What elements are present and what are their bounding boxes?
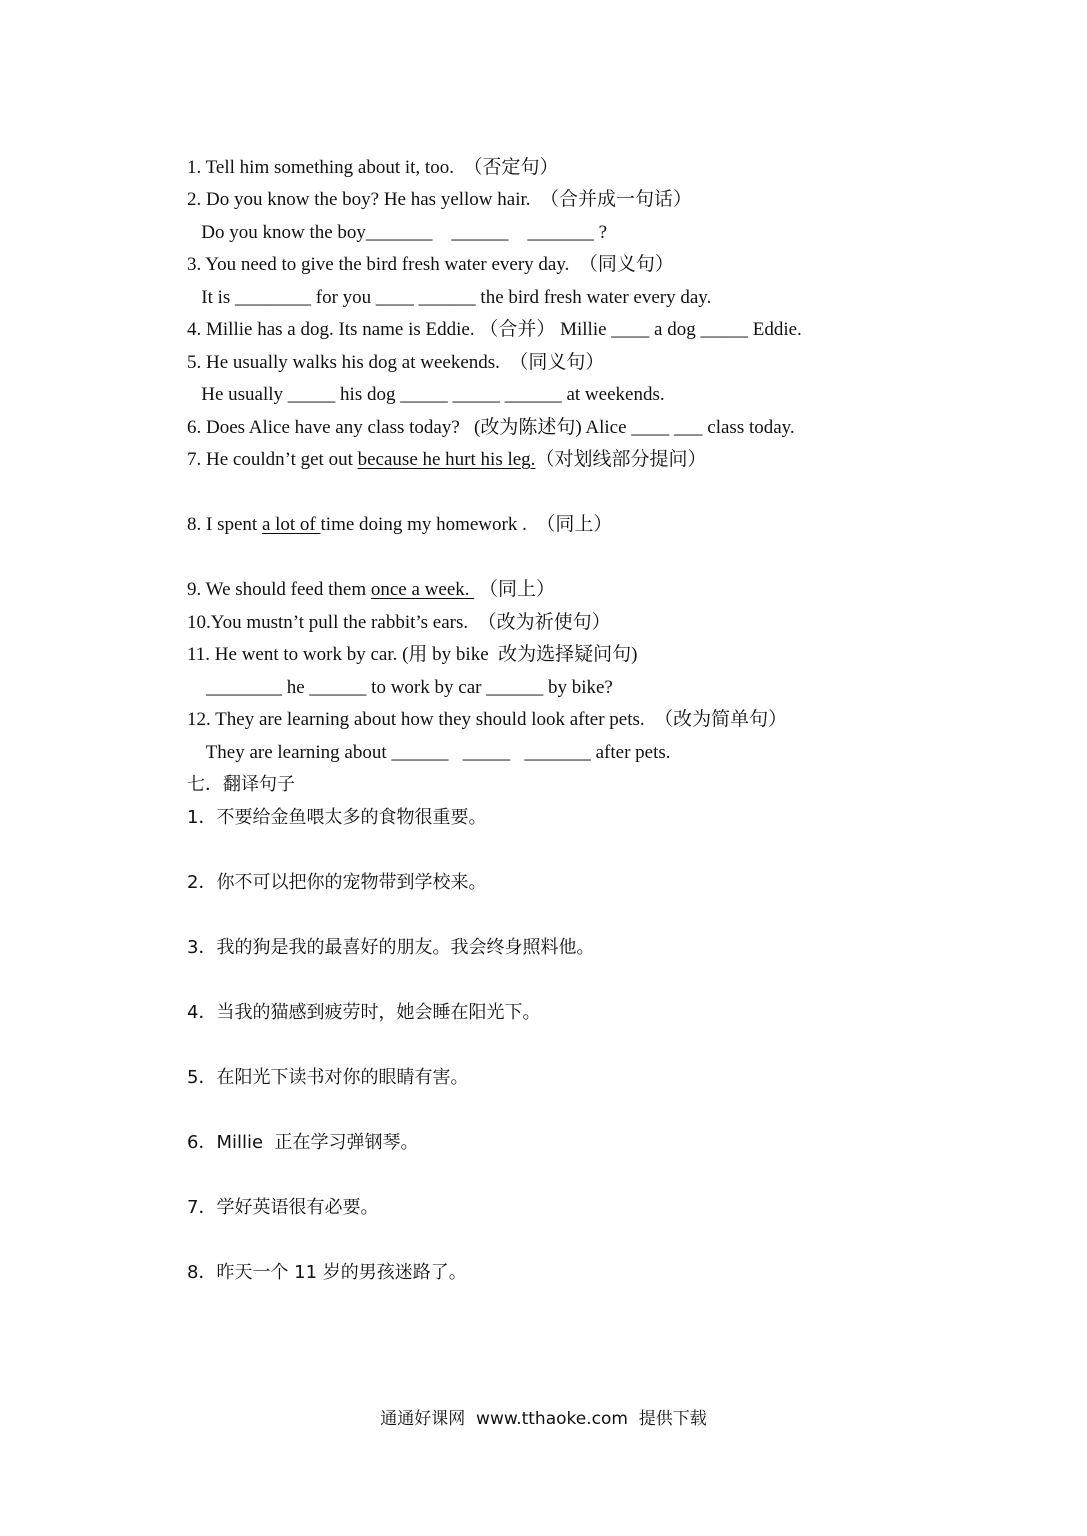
- exercise-8: 8. I spent a lot of time doing my homework . （同上）: [187, 514, 613, 535]
- exercise-12: 12. They are learning about how they should look after pets. （改为简单句）: [187, 709, 788, 730]
- underlined-phrase: because he hurt his leg.: [357, 449, 536, 470]
- exercise-7: 7. He couldn’t get out because he hurt his leg.（对划线部分提问）: [187, 449, 707, 470]
- exercise-6: 6. Does Alice have any class today? (改为陈述句) Alice ____ ___ class today.: [187, 417, 795, 438]
- translation-item-5: 5．在阳光下读书对你的眼睛有害。: [187, 1067, 469, 1088]
- exercise-10: 10.You mustn’t pull the rabbit’s ears. （改为祈使句）: [187, 612, 611, 633]
- translation-item-6: 6．Millie 正在学习弹钢琴。: [187, 1132, 419, 1153]
- underlined-phrase: a lot of: [261, 514, 321, 535]
- section-title: 七．翻译句子: [187, 774, 295, 795]
- exercise-5: 5. He usually walks his dog at weekends. （同义句）: [187, 352, 605, 373]
- translation-item-1: 1．不要给金鱼喂太多的食物很重要。: [187, 807, 487, 828]
- translation-item-7: 7．学好英语很有必要。: [187, 1197, 379, 1218]
- exercise-11-answer: ________ he ______ to work by car ______ by bike?: [187, 677, 613, 698]
- translation-item-8: 8．昨天一个 11 岁的男孩迷路了。: [187, 1262, 467, 1283]
- underlined-phrase: once a week.: [370, 579, 475, 600]
- exercise-12-answer: They are learning about ______ _____ _______ after pets.: [187, 742, 671, 763]
- exercise-5-answer: He usually _____ his dog _____ _____ ______ at weekends.: [187, 384, 665, 405]
- exercise-2-answer: Do you know the boy_______ ______ _______ ?: [187, 222, 608, 243]
- exercise-11: 11. He went to work by car. (用 by bike 改为选择疑问句): [187, 644, 638, 665]
- exercise-4: 4. Millie has a dog. Its name is Eddie. （合并） Millie ____ a dog _____ Eddie.: [187, 319, 802, 340]
- exercise-1: 1. Tell him something about it, too. （否定句）: [187, 157, 559, 178]
- page-footer: 通通好课网 www.tthaoke.com 提供下载: [380, 1409, 707, 1429]
- translation-item-3: 3．我的狗是我的最喜好的朋友。我会终身照料他。: [187, 937, 595, 958]
- exercise-3-answer: It is ________ for you ____ ______ the bird fresh water every day.: [187, 287, 712, 308]
- exercise-9: 9. We should feed them once a week. （同上）: [187, 579, 556, 600]
- exercise-3: 3. You need to give the bird fresh water every day. （同义句）: [187, 254, 674, 275]
- translation-item-4: 4．当我的猫感到疲劳时，她会睡在阳光下。: [187, 1002, 541, 1023]
- translation-item-2: 2．你不可以把你的宠物带到学校来。: [187, 872, 487, 893]
- exercise-2: 2. Do you know the boy? He has yellow hair. （合并成一句话）: [187, 189, 693, 210]
